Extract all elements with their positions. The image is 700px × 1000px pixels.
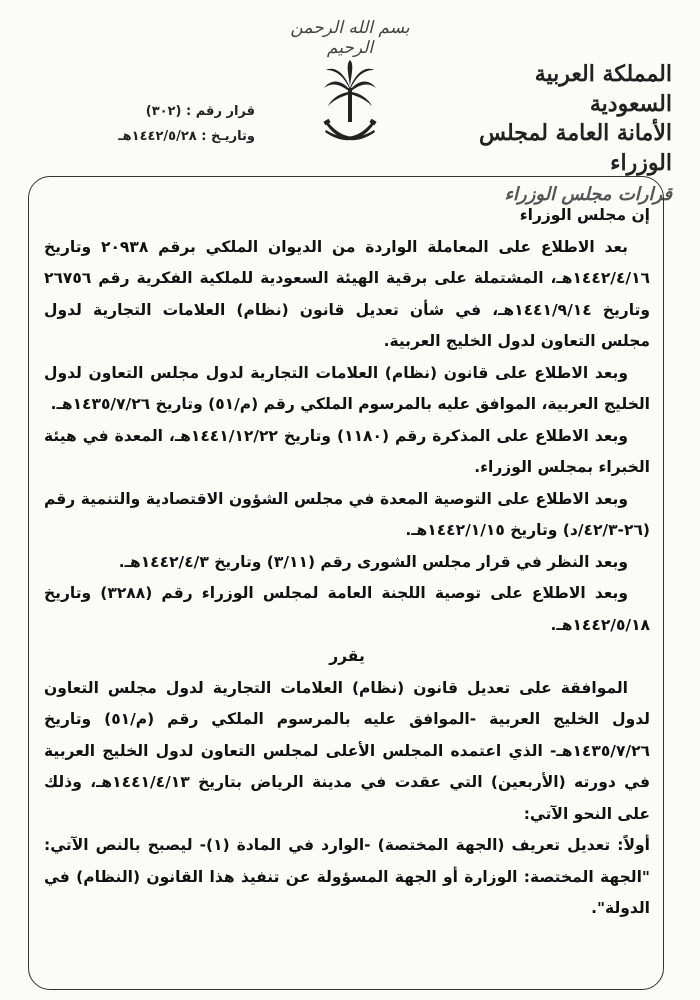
palm-swords-emblem <box>322 60 378 150</box>
resolution-text: الموافقة على تعديل قانون (نظام) العلامات التجارية لدول مجلس التعاون لدول الخليج العربية -الموافق عليه بالمرسوم الملكي رقم (م/٥١) وتاريخ ١٤٣٥/٧/٢٦هـ- الذي اعتمده المجلس الأعلى لمجلس التعاون لدول الخليج العربية في دورته (الأربعين) التي عقدت في مدينة الرياض بتاريخ ١٤٤١/٤/١٣هـ، وذلك على النحو الآتي: <box>44 678 651 823</box>
resolves-heading: يقرر <box>329 647 365 665</box>
paragraph: وبعد الاطلاع على التوصية المعدة في مجلس الشؤون الاقتصادية والتنمية رقم (٢٦-٤٢/٣/د) وتاريخ ١٤٤٢/١/١٥هـ. <box>44 489 650 539</box>
kingdom-title: المملكة العربية السعودية <box>534 61 672 117</box>
paragraph: وبعد النظر في قرار مجلس الشورى رقم (٣/١١) وتاريخ ١٤٤٢/٤/٣هـ. <box>118 552 628 571</box>
decision-number: قرار رقم : (٣٠٢) <box>145 104 255 119</box>
basmala: بسم الله الرحمن الرحيم <box>290 18 410 58</box>
decision-reference <box>80 100 255 149</box>
decision-date: وتاريـخ : ١٤٤٢/٥/٢٨هـ <box>118 128 255 144</box>
paragraph: وبعد الاطلاع على المذكرة رقم (١١٨٠) وتاريخ ١٤٤١/١٢/٢٢هـ، المعدة في هيئة الخبراء بمجلس الوزراء. <box>44 426 650 476</box>
paragraph: وبعد الاطلاع على توصية اللجنة العامة لمجلس الوزراء رقم (٣٢٨٨) وتاريخ ١٤٤٢/٥/١٨هـ. <box>44 584 650 634</box>
first-item: أولاً: تعديل تعريف (الجهة المختصة) -الوارد في المادة (١)- ليصبح بالنص الآتي: "الجهة المختصة: الوزارة أو الجهة المسؤولة عن تنفيذ هذا القانون (النظام) في الدولة". <box>44 836 650 917</box>
paragraph: بعد الاطلاع على المعاملة الواردة من الديوان الملكي برقم ٢٠٩٣٨ وتاريخ ١٤٤٢/٤/١٦هـ، المشتملة على برقية الهيئة السعودية للملكية الفكرية رقم ٢٦٧٥٦ وتاريخ ١٤٤١/٩/١٤هـ، في شأن تعديل قانون (نظام) العلامات التجارية لدول مجلس التعاون لدول الخليج العربية. <box>44 237 650 350</box>
secretariat-title: الأمانة العامة لمجلس الوزراء <box>478 120 672 177</box>
cabinet-decisions-title: قرارات مجلس الوزراء <box>504 183 672 205</box>
decision-body <box>44 200 650 925</box>
paragraph: وبعد الاطلاع على قانون (نظام) العلامات التجارية لدول مجلس التعاون لدول الخليج العربية، الموافق عليه بالمرسوم الملكي رقم (م/٥١) وتاريخ ١٤٣٥/٧/٢٦هـ. <box>44 363 650 413</box>
opening-line: إن مجلس الوزراء <box>519 206 650 224</box>
